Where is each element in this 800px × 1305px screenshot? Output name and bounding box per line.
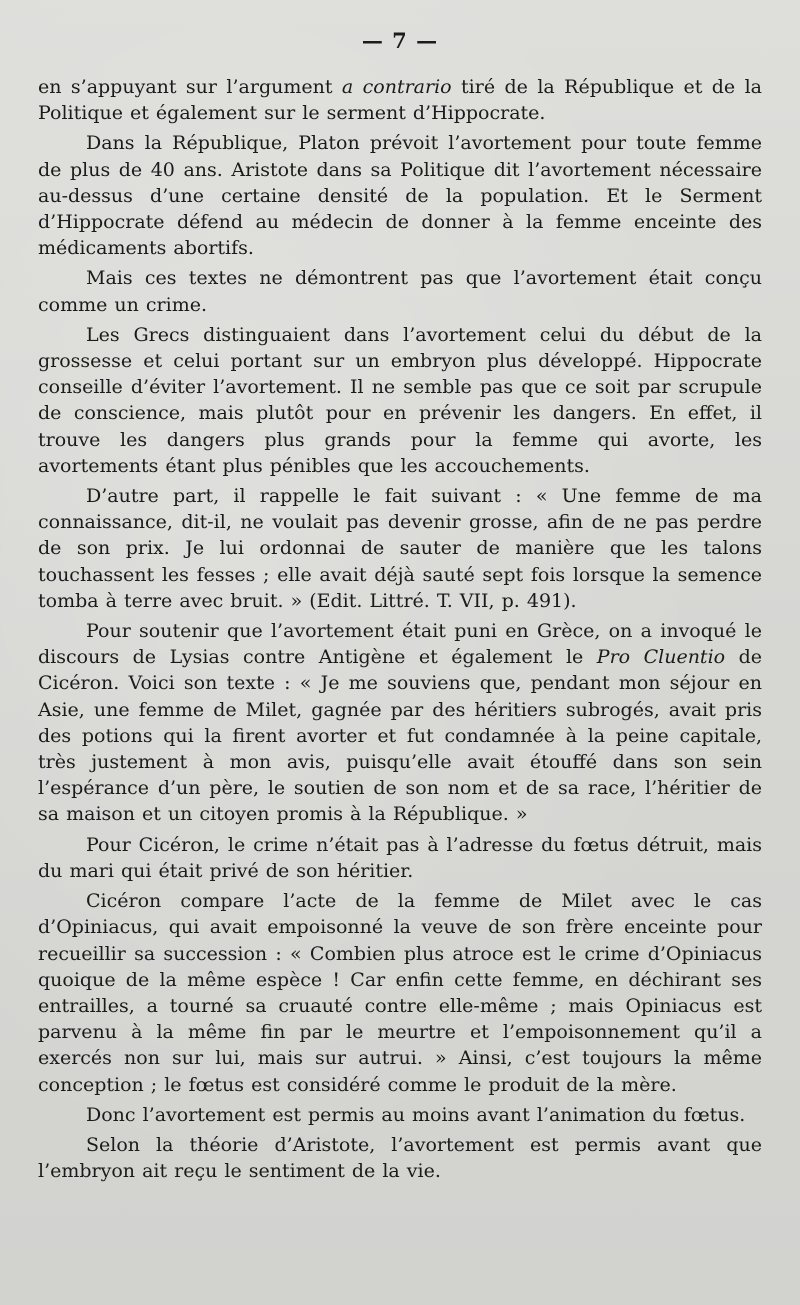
paragraph-text: Pour soutenir que l’avortement était puni en Grèce, on a invoqué le discours de Lysias contre Antigène et également le <box>38 620 762 669</box>
paragraph <box>38 483 762 614</box>
paragraph-text: Les Grecs distinguaient dans l’avortement celui du début de la grossesse et celui portant sur un embryon plus développé. Hippocrate conseille d’éviter l’avortement. Il ne semble pas que ce soit par scrupule de conscience, mais plutôt pour en prévenir les dangers. En effet, il trouve les dangers plus grands pour la femme qui avorte, les avortements étant plus pénibles que les accouchements. <box>38 323 762 477</box>
paragraph <box>38 832 762 884</box>
paragraph-text: D’autre part, il rappelle le fait suivant : « Une femme de ma connaissance, dit-il, ne voulait pas devenir grosse, afin de ne pas perdre de son prix. Je lui ordonnai de sauter de manière que les talons touchassent les fesses ; elle avait déjà sauté sept fois lorsque la semence tomba à terre avec bruit. » (Edit. Littré. T. VII, p. 491). <box>38 485 762 612</box>
italic-title: Pro Cluentio <box>596 646 726 669</box>
paragraph <box>38 1102 762 1128</box>
paragraph-text: Donc l’avortement est permis au moins avant l’animation du fœtus. <box>86 1103 746 1126</box>
body-text <box>38 74 762 1188</box>
paragraph-text: Pour Cicéron, le crime n’était pas à l’adresse du fœtus détruit, mais du mari qui était privé de son héritier. <box>38 833 762 882</box>
paragraph-text: Selon la théorie d’Aristote, l’avortement est permis avant que l’embryon ait reçu le sentiment de la vie. <box>38 1133 762 1183</box>
italic-title: a contrario <box>341 76 452 98</box>
paragraph-text: tiré de la République et de la Politique et également sur le serment d’Hippocrate. <box>38 76 763 125</box>
paragraph <box>38 1132 762 1184</box>
paragraph <box>38 265 762 317</box>
paragraph <box>38 322 762 479</box>
paragraph <box>38 618 762 828</box>
paragraph <box>38 130 762 261</box>
paragraph-text: Dans la République, Platon prévoit l’avortement pour toute femme de plus de 40 ans. Aristote dans sa Politique dit l’avortement nécessaire au-dessus d’une certaine densité de la population. Et le Serment d’Hippocrate défend au médecin de donner à la femme enceinte des médicaments abortifs. <box>38 132 762 260</box>
paragraph-text: Cicéron compare l’acte de la femme de Milet avec le cas d’Opiniacus, qui avait empoisonné la veuve de son frère enceinte pour recueillir sa succession : « Combien plus atroce est le crime d’Opiniacus quoique de la même espèce ! Car enfin cette femme, en déchirant ses entrailles, a tourné sa cruauté contre elle-même ; mais Opiniacus est parvenu à la même fin par le meurtre et l’empoisonnement qu’il a exercés non sur lui, mais sur autrui. » Ainsi, c’est toujours la même conception ; le fœtus est considéré comme le produit de la mère. <box>38 890 762 1096</box>
paragraph-text: en s’appuyant sur l’argument <box>38 76 342 98</box>
paragraph <box>38 74 762 126</box>
paragraph-text: Mais ces textes ne démontrent pas que l’avortement était conçu comme un crime. <box>38 267 762 316</box>
paragraph-text: de Cicéron. Voici son texte : « Je me souviens que, pendant mon séjour en Asie, une femme de Milet, gagnée par des héritiers subrogés, avait pris des potions qui la firent avorter et fut condamnée à la peine capitale, très justement à mon avis, puisqu’elle avait étouffé dans son sein l’espérance d’un père, le soutien de son nom et de sa race, l’héritier de sa maison et un citoyen promis à la République. » <box>38 646 763 826</box>
paragraph <box>38 888 762 1098</box>
page-number: — 7 — <box>361 28 439 53</box>
